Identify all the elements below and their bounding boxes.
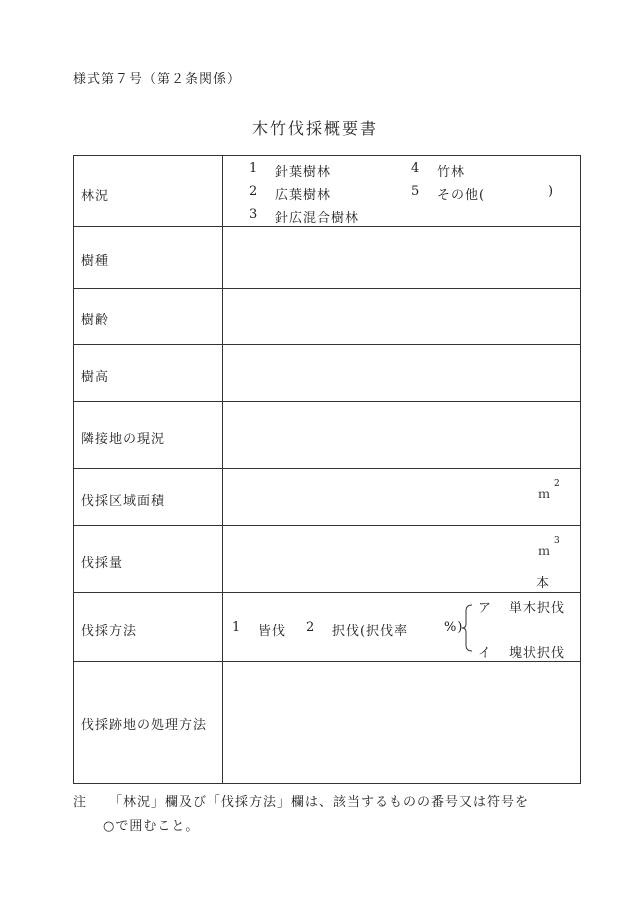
label-forest-status: 林況	[81, 189, 110, 204]
row-forest-status	[74, 156, 580, 226]
option-5-num: 5	[411, 184, 421, 199]
method-percent-close: %)	[444, 620, 464, 635]
label-tree-height: 樹高	[81, 370, 110, 385]
sub-option-a-text: 単木択伐	[509, 601, 566, 616]
form-table	[73, 155, 581, 784]
option-3-text[interactable]: 針広混合樹林	[275, 211, 360, 226]
option-4-num: 4	[411, 161, 421, 176]
label-site-treatment: 伐採跡地の処理方法	[81, 718, 208, 733]
label-adjacent-land: 隣接地の現況	[81, 432, 166, 447]
option-2-text[interactable]: 広葉樹林	[275, 188, 332, 203]
method-option-clearcut[interactable]: 皆伐	[258, 624, 287, 639]
sub-option-a-mark[interactable]: ア	[478, 601, 493, 616]
option-1-text[interactable]: 針葉樹林	[275, 165, 332, 180]
footnote-line-1: 「林況」欄及び「伐採方法」欄は、該当するものの番号又は符号を	[109, 795, 530, 810]
option-4-text[interactable]: 竹林	[437, 165, 466, 180]
label-tree-species: 樹種	[81, 254, 110, 269]
method-option-2-num: 2	[306, 620, 316, 635]
document-title: 木竹伐採概要書	[251, 119, 378, 138]
row-harvest-method	[74, 592, 580, 662]
option-5-text[interactable]: その他(	[437, 188, 486, 203]
option-2-num: 2	[249, 184, 259, 199]
brace-icon	[460, 603, 474, 653]
row-site-treatment	[74, 661, 580, 783]
label-tree-age: 樹齢	[81, 313, 110, 328]
volume-unit-superscript: 3	[554, 536, 560, 546]
label-harvest-area: 伐採区域面積	[81, 494, 166, 509]
area-unit: ｍ	[538, 487, 552, 501]
row-tree-height	[74, 344, 580, 402]
area-unit-superscript: 2	[554, 479, 560, 489]
label-harvest-method: 伐採方法	[81, 624, 138, 639]
form-number: 様式第７号（第２条関係）	[73, 72, 242, 87]
option-3-num: 3	[249, 207, 259, 222]
option-1-num: 1	[249, 161, 259, 176]
option-5-close-paren: )	[548, 184, 555, 199]
footnote	[73, 791, 529, 810]
row-harvest-volume	[74, 525, 580, 593]
method-option-selective[interactable]: 択伐(択伐率	[332, 624, 409, 639]
row-tree-age	[74, 288, 580, 345]
row-tree-species	[74, 226, 580, 289]
sub-option-b-mark[interactable]: イ	[478, 646, 493, 661]
row-harvest-area	[74, 468, 580, 526]
row-adjacent-land	[74, 401, 580, 469]
sub-option-b-text: 塊状択伐	[509, 646, 566, 661]
footnote-line-2: ○で囲むこと。	[103, 819, 200, 834]
method-option-1-num: 1	[232, 620, 242, 635]
volume-unit: ｍ	[538, 544, 552, 558]
footnote-label: 注	[73, 795, 88, 810]
label-harvest-volume: 伐採量	[81, 556, 124, 571]
volume-unit-trees: 本	[536, 576, 551, 591]
